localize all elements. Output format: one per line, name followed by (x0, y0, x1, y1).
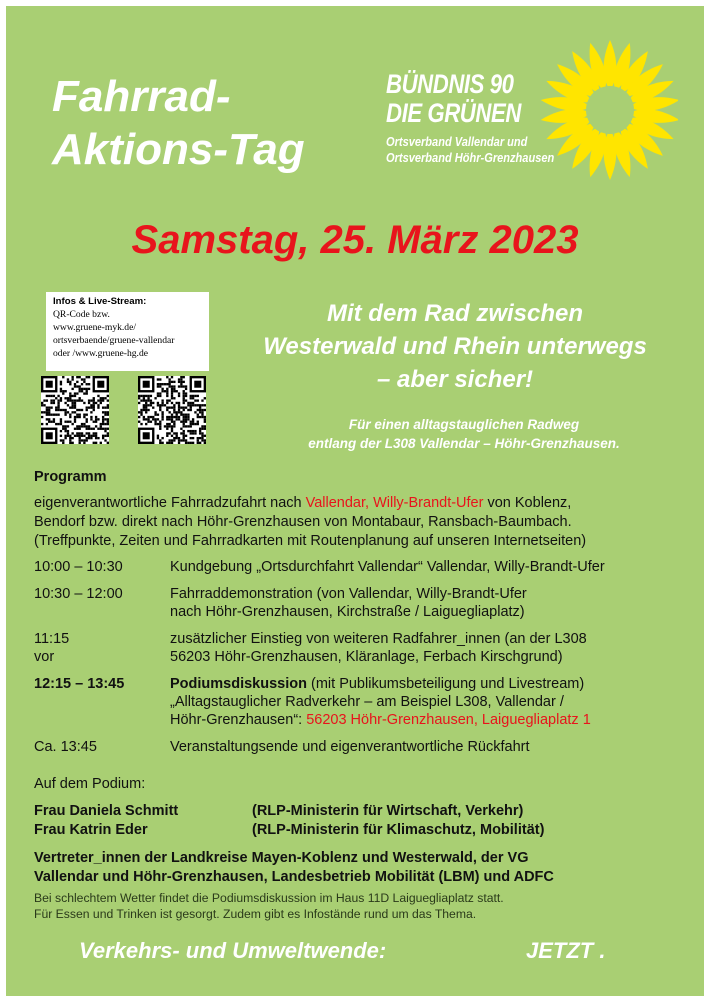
footer-now: JETZT . (526, 938, 606, 963)
schedule-text-line-3 (170, 711, 690, 729)
schedule-time (34, 630, 164, 666)
weather-note: Bei schlechtem Wetter findet die Podiumsdiskussion im Haus 11D Laiguegliaplatz statt. (34, 891, 504, 905)
logo-line-1: BÜNDNIS 90 (386, 69, 514, 99)
info-line-2: www.gruene-myk.de/ (53, 322, 137, 333)
title-line-1: Fahrrad- (52, 72, 231, 121)
schedule-text: Kundgebung „Ortsdurchfahrt Vallendar“ Vallendar, Willy-Brandt-Ufer (170, 559, 605, 575)
person-role: (RLP-Ministerin für Wirtschaft, Verkehr) (252, 803, 524, 819)
podium-location: 56203 Höhr-Grenzhausen, Laiguegliaplatz 1 (306, 712, 591, 728)
schedule-text-line-2: 56203 Höhr-Grenzhausen, Kläranlage, Ferbach Kirschgrund) (170, 649, 563, 665)
schedule-text-line-2: nach Höhr-Grenzhausen, Kirchstraße / Laiguegliaplatz) (170, 604, 525, 620)
headline-line-3: – aber sicher! (376, 366, 534, 393)
programm-intro-line-2: Bendorf bzw. direkt nach Höhr-Grenzhausen von Montabaur, Ransbach-Baumbach. (34, 514, 572, 530)
person-role: (RLP-Ministerin für Klimaschutz, Mobilität) (252, 822, 545, 838)
schedule-text (170, 630, 690, 666)
person-name: Frau Daniela Schmitt (34, 803, 179, 819)
podium-detail: (mit Publikumsbeteiligung und Livestream) (306, 676, 585, 692)
sunflower-icon (538, 34, 678, 184)
programm-intro-line-1 (34, 494, 571, 512)
info-box (46, 292, 209, 371)
schedule-time: 10:00 – 10:30 (34, 559, 123, 575)
flyer-page (6, 6, 704, 996)
programm-heading: Programm (34, 469, 107, 485)
person-name: Frau Katrin Eder (34, 822, 148, 838)
schedule-time-line-1: 11:15 (34, 631, 70, 647)
schedule-time-line-2: vor (34, 649, 55, 665)
headline-line-1: Mit dem Rad zwischen (326, 300, 584, 327)
logo-line-2: DIE GRÜNEN (386, 98, 521, 128)
food-note: Für Essen und Trinken ist gesorgt. Zudem gibt es Infostände rund um das Thema. (34, 907, 477, 921)
schedule-text-line-1: Fahrraddemonstration (von Vallendar, Willy-Brandt-Ufer (170, 586, 527, 602)
schedule-text-line-1: zusätzlicher Einstieg von weiteren Radfahrer_innen (an der L308 (170, 631, 587, 647)
intro-text-post: von Koblenz, (483, 495, 572, 511)
headline (216, 297, 694, 396)
podium-heading: Auf dem Podium: (34, 776, 146, 792)
intro-text: eigenverantwortliche Fahrradzufahrt nach (34, 495, 306, 511)
schedule-time: Ca. 13:45 (34, 739, 97, 755)
subhead-line-1: Für einen alltagstauglichen Radweg (348, 417, 580, 432)
subheadline (254, 415, 674, 453)
schedule-time: 10:30 – 12:00 (34, 586, 123, 602)
subhead-line-2: entlang der L308 Vallendar – Höhr-Grenzhausen. (308, 436, 620, 451)
schedule-text (170, 585, 690, 621)
intro-location: Vallendar, Willy-Brandt-Ufer (305, 495, 484, 511)
info-line-3: ortsverbaende/gruene-vallendar (53, 335, 175, 346)
representatives-line-2: Vallendar und Höhr-Grenzhausen, Landesbetrieb Mobilität (LBM) und ADFC (34, 869, 554, 885)
info-heading: Infos & Live-Stream: (53, 296, 147, 307)
programm-intro-line-3: (Treffpunkte, Zeiten und Fahrradkarten mit Routenplanung auf unseren Internetseiten) (34, 533, 587, 549)
title-line-2: Aktions-Tag (52, 125, 305, 174)
logo-line-4: Ortsverband Höhr-Grenzhausen (386, 150, 555, 165)
logo-line-3: Ortsverband Vallendar und (386, 134, 528, 149)
podium-place-prefix: Höhr-Grenzhausen“: (170, 712, 307, 728)
footer-slogan: Verkehrs- und Umweltwende: (79, 938, 387, 963)
info-line-1: QR-Code bzw. (53, 309, 110, 320)
schedule-text-line-2: „Alltagstauglicher Radverkehr – am Beispiel L308, Vallendar / (170, 694, 564, 710)
headline-line-2: Westerwald und Rhein unterwegs (263, 333, 647, 360)
qr-code-icon[interactable] (138, 376, 206, 444)
schedule-text (170, 675, 690, 729)
info-line-4: oder /www.gruene-hg.de (53, 348, 149, 359)
schedule-time: 12:15 – 13:45 (34, 676, 125, 692)
representatives-line-1: Vertreter_innen der Landkreise Mayen-Koblenz und Westerwald, der VG (34, 850, 529, 866)
podium-label: Podiumsdiskussion (170, 676, 307, 692)
event-date: Samstag, 25. März 2023 (131, 218, 579, 262)
schedule-text: Veranstaltungsende und eigenverantwortliche Rückfahrt (170, 739, 530, 755)
qr-code-icon[interactable] (41, 376, 109, 444)
schedule-text-line-1 (170, 675, 690, 693)
flyer-title (52, 70, 372, 176)
